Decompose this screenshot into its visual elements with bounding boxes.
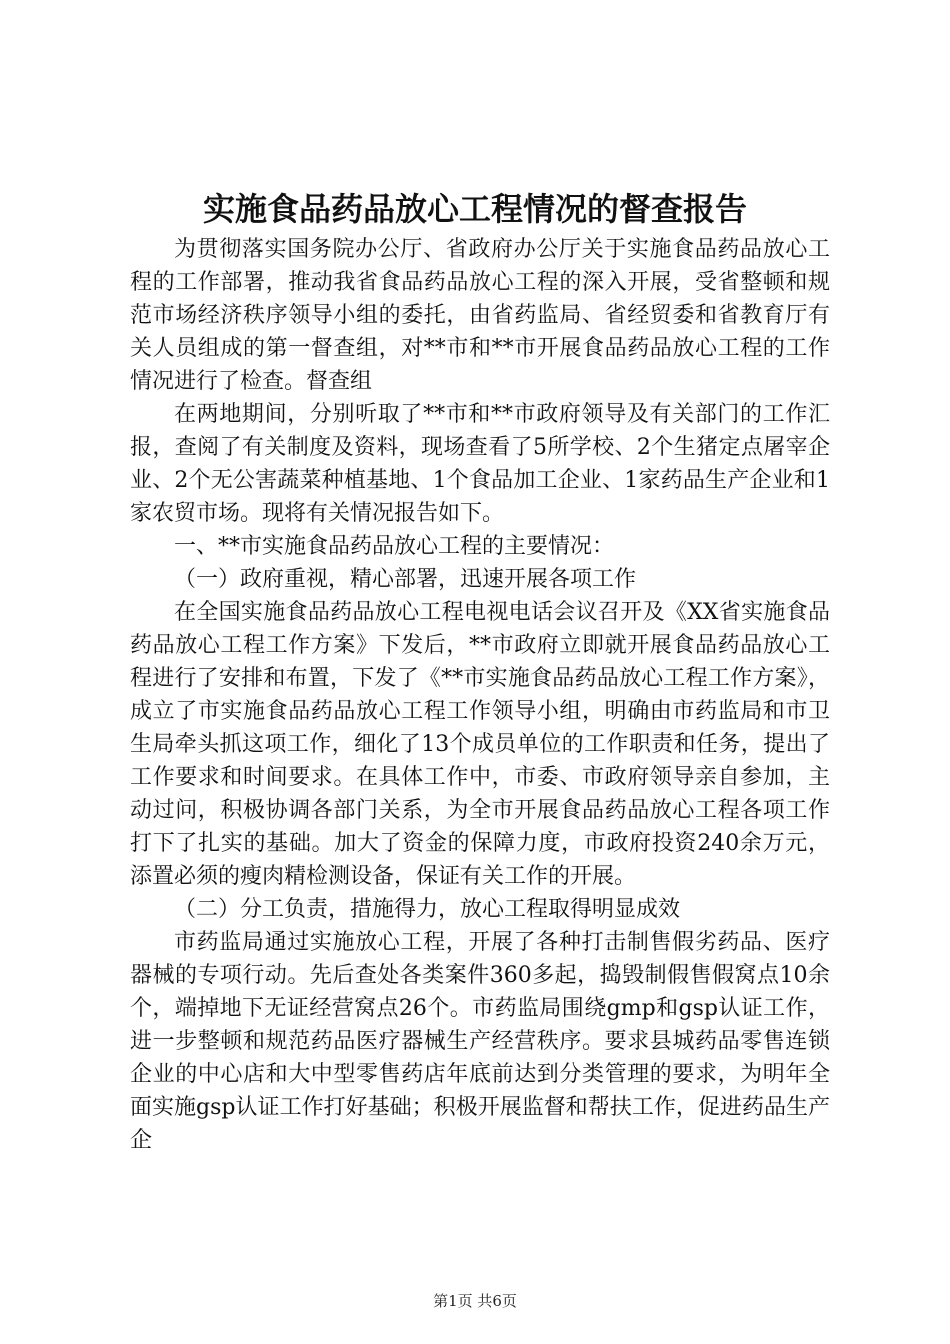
page-number: 第1页 共6页 (433, 1292, 517, 1310)
section-heading-1: 一、**市实施食品药品放心工程的主要情况： (174, 534, 615, 559)
document-title: 实施食品药品放心工程情况的督查报告 (202, 190, 747, 228)
paragraph-intro: 为贯彻落实国务院办公厅、省政府办公厅关于实施食品药品放心工程的工作部署，推动我省食品药品放心工程的深入开展，受省整顿和规范市场经济秩序领导小组的委托，由省药监局、省经贸委和省教育厅有关人员组成的第一督查组，对**市和**市开展食品药品放心工程的工作情况进行了检查。督查组 (130, 237, 830, 394)
paragraph-drug-bureau: 市药监局通过实施放心工程，开展了各种打击制售假劣药品、医疗器械的专项行动。先后查处各类案件360多起，捣毁制假售假窝点10余个，端掉地下无证经营窝点26个。市药监局围绕gmp和gsp认证工作，进一步整顿和规范药品医疗器械生产经营秩序。要求县城药品零售连锁企业的中心店和大中型零售药店年底前达到分类管理的要求，为明年全面实施gsp认证工作打好基础；积极开展监督和帮扶工作，促进药品生产企 (130, 930, 830, 1153)
paragraph-inspection: 在两地期间，分别听取了**市和**市政府领导及有关部门的工作汇报，查阅了有关制度及资料，现场查看了5所学校、2个生猪定点屠宰企业、2个无公害蔬菜种植基地、1个食品加工企业、1家药品生产企业和1家农贸市场。现将有关情况报告如下。 (130, 402, 830, 526)
subsection-heading-2: （二）分工负责，措施得力，放心工程取得明显成效 (174, 897, 681, 922)
subsection-heading-1: （一）政府重视，精心部署，迅速开展各项工作 (174, 567, 637, 592)
document-body (130, 233, 830, 1157)
paragraph-government: 在全国实施食品药品放心工程电视电话会议召开及《XX省实施食品药品放心工程工作方案》下发后，**市政府立即就开展食品药品放心工程进行了安排和布置，下发了《**市实施食品药品放心工程工作方案》，成立了市实施食品药品放心工程工作领导小组，明确由市药监局和市卫生局牵头抓这项工作，细化了13个成员单位的工作职责和任务，提出了工作要求和时间要求。在具体工作中，市委、市政府领导亲自参加，主动过问，积极协调各部门关系，为全市开展食品药品放心工程各项工作打下了扎实的基础。加大了资金的保障力度，市政府投资240余万元，添置必须的瘦肉精检测设备，保证有关工作的开展。 (130, 600, 830, 889)
